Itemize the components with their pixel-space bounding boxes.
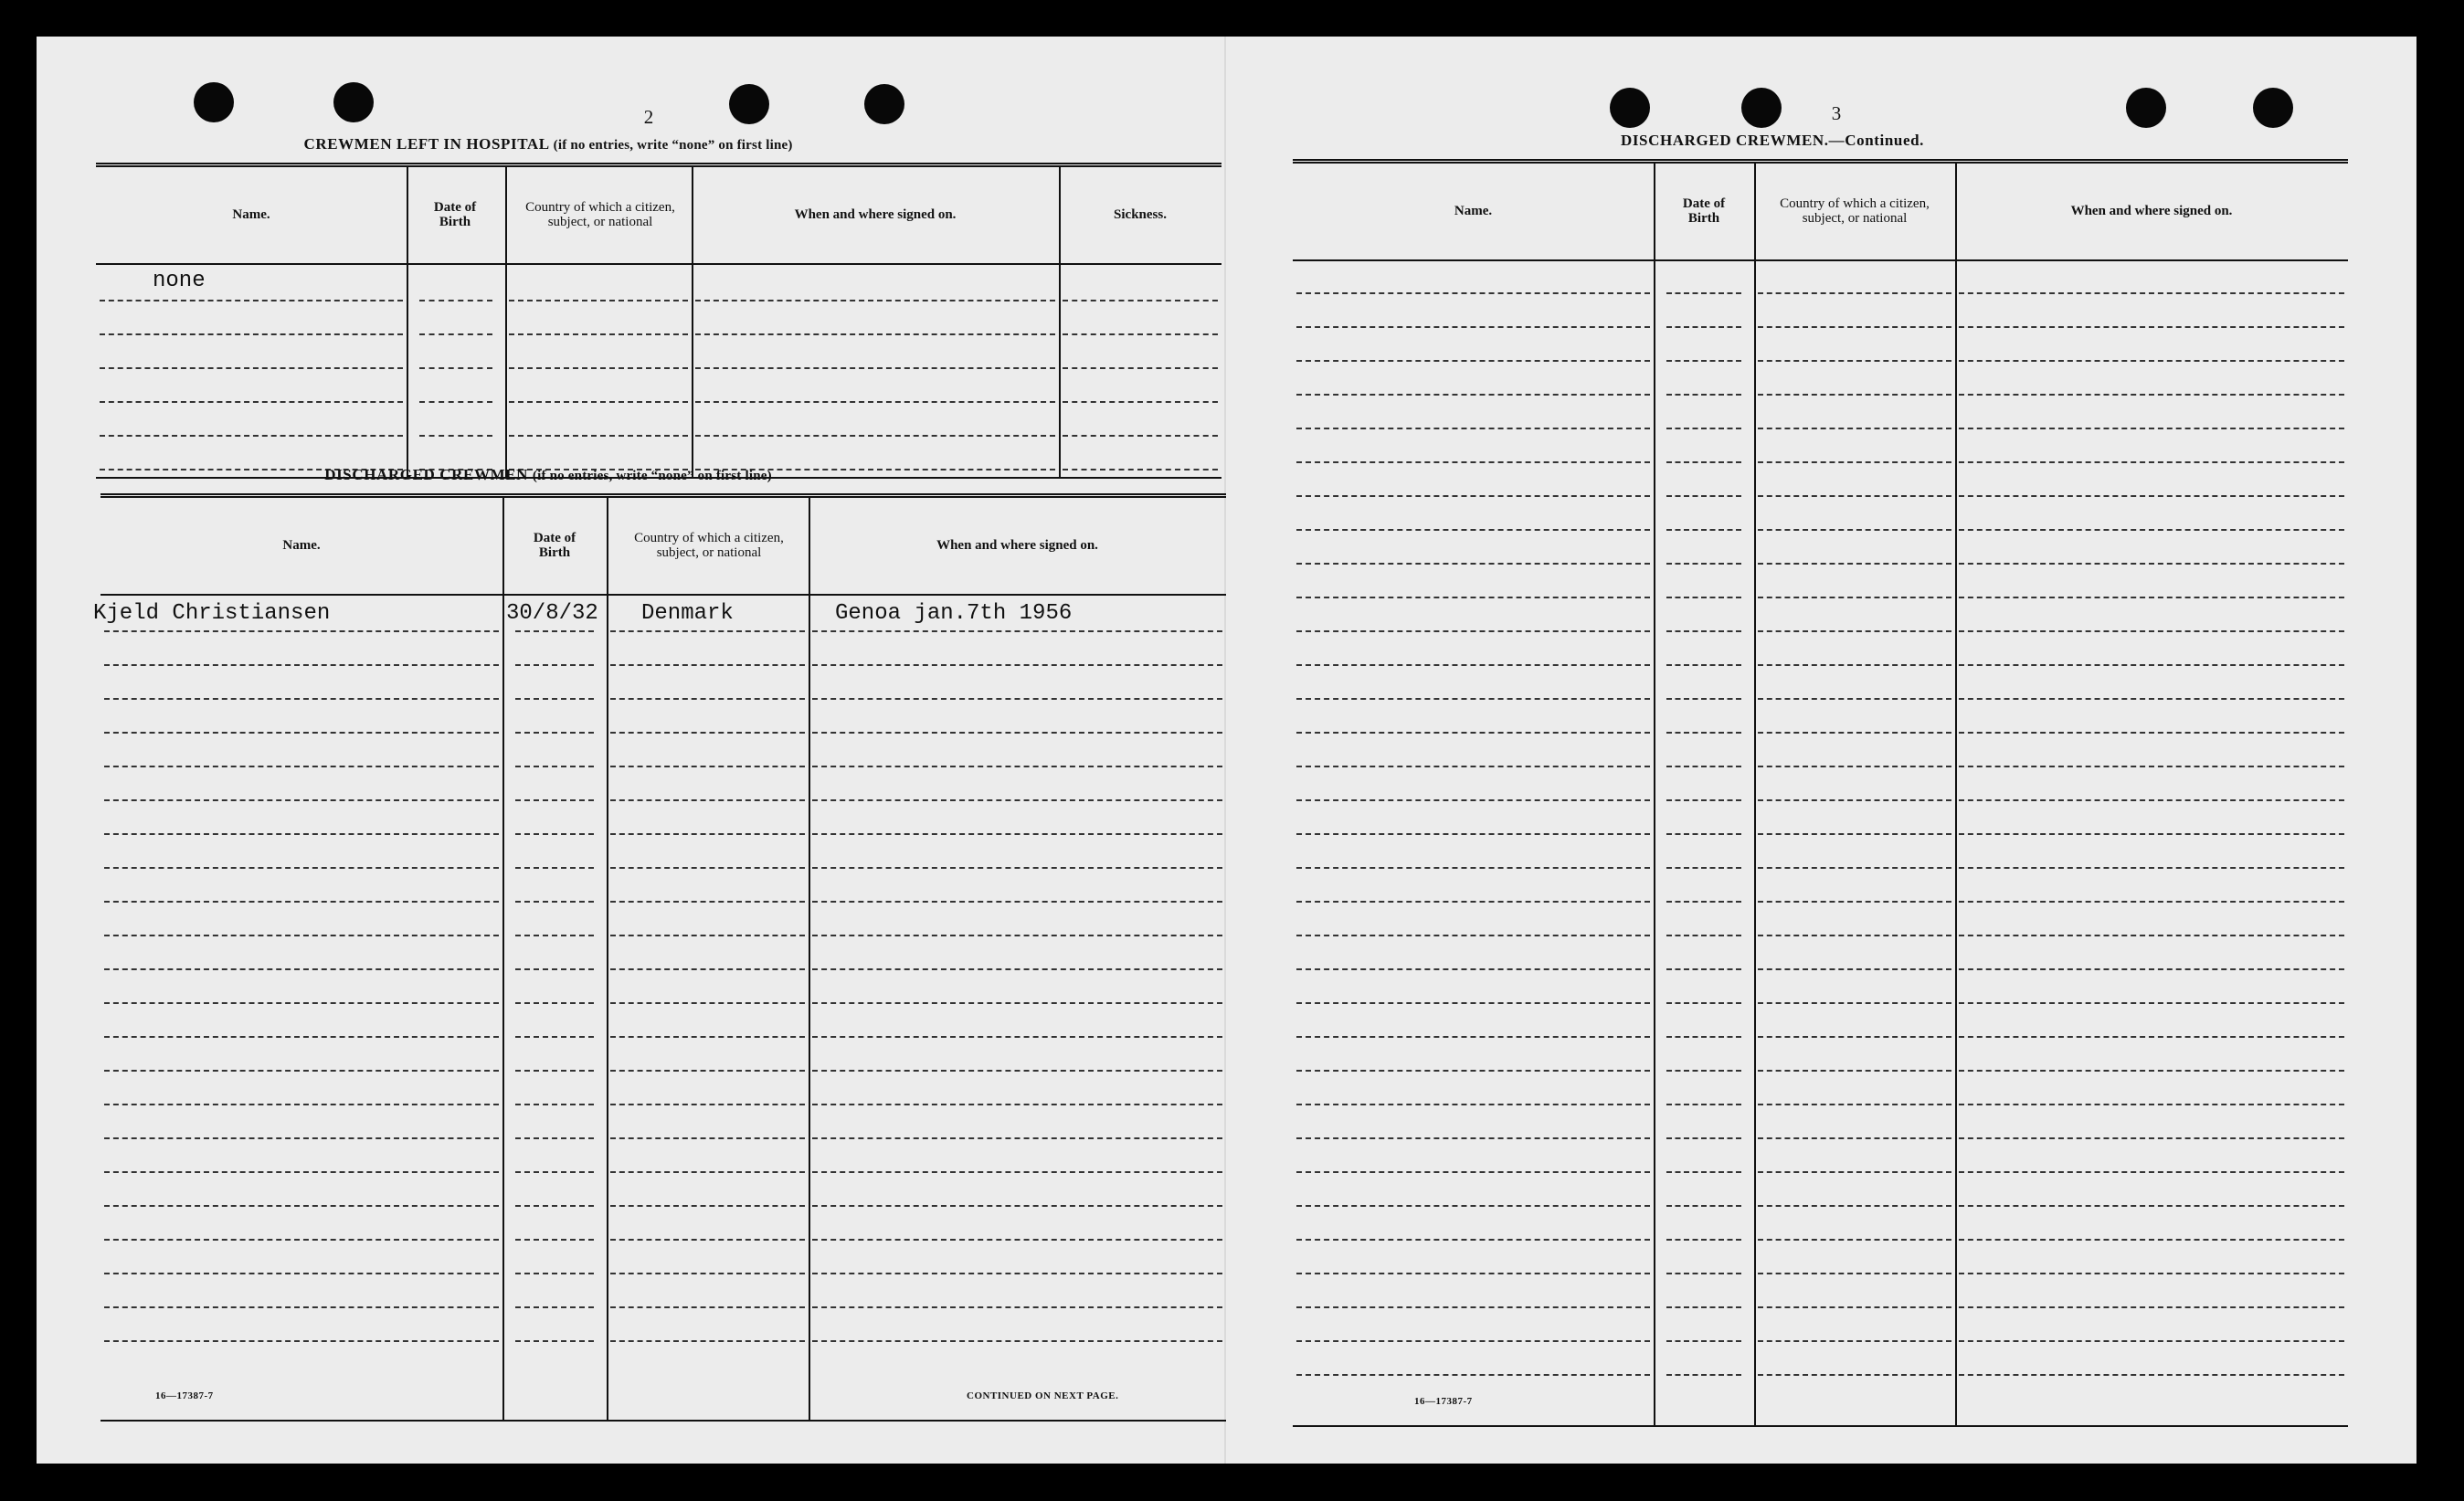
ruled-line <box>610 1306 805 1308</box>
ruled-line <box>1959 1273 2344 1274</box>
ruled-line <box>509 435 688 437</box>
ruled-line <box>515 1070 594 1072</box>
ruled-line <box>1959 428 2344 429</box>
ruled-line <box>515 732 594 734</box>
ruled-line <box>515 1306 594 1308</box>
ruled-line <box>515 1205 594 1207</box>
ruled-line <box>812 1205 1222 1207</box>
column-header-signed-on: When and where signed on. <box>2070 204 2233 219</box>
ruled-line <box>1959 867 2344 869</box>
ruled-line <box>1758 529 1951 531</box>
ruled-line <box>1959 292 2344 294</box>
left-page <box>37 37 1224 1464</box>
column-header-name: Name. <box>1454 204 1493 219</box>
ruled-line <box>1063 435 1218 437</box>
ruled-line <box>100 300 403 301</box>
ruled-line <box>1296 1239 1650 1241</box>
ruled-line <box>515 935 594 936</box>
ruled-line <box>610 1239 805 1241</box>
ruled-line <box>812 1070 1222 1072</box>
ruled-line <box>1296 1002 1650 1004</box>
ruled-line <box>1758 1374 1951 1376</box>
ruled-line <box>1758 935 1951 936</box>
ruled-line <box>695 333 1055 335</box>
ruled-line <box>1666 1104 1741 1105</box>
ruled-line <box>1296 968 1650 970</box>
ruled-line <box>1959 799 2344 801</box>
ruled-line <box>1959 664 2344 666</box>
column-header-country: Country of which a citizen, subject, or national <box>634 531 784 560</box>
ruled-line <box>610 968 805 970</box>
ruled-line <box>1758 833 1951 835</box>
ruled-line <box>812 630 1222 632</box>
ruled-line <box>1296 326 1650 328</box>
discharged-table <box>93 493 1226 1422</box>
ruled-line <box>1758 394 1951 396</box>
ruled-line <box>812 766 1222 767</box>
ruled-line <box>1296 495 1650 497</box>
ruled-line <box>1758 461 1951 463</box>
ruled-line <box>1666 901 1741 903</box>
ruled-line <box>104 1340 499 1342</box>
ruled-line <box>1296 1137 1650 1139</box>
ruled-line <box>1296 394 1650 396</box>
header-rule <box>100 493 1226 498</box>
ruled-line <box>1296 901 1650 903</box>
ruled-line <box>812 698 1222 700</box>
ruled-line <box>1959 461 2344 463</box>
ruled-line <box>1959 1374 2344 1376</box>
ruled-line <box>1296 630 1650 632</box>
ruled-line <box>1758 1002 1951 1004</box>
ruled-line <box>1296 664 1650 666</box>
ruled-line <box>1758 1036 1951 1038</box>
form-sheet <box>37 37 2416 1464</box>
ruled-line <box>104 1239 499 1241</box>
ruled-line <box>104 968 499 970</box>
column-divider <box>502 498 504 1422</box>
ruled-line <box>610 732 805 734</box>
ruled-line <box>1758 799 1951 801</box>
ruled-line <box>1666 1171 1741 1173</box>
ruled-line <box>1959 360 2344 362</box>
ruled-line <box>1296 1374 1650 1376</box>
ruled-line <box>1296 766 1650 767</box>
right-page <box>1224 37 2416 1464</box>
ruled-line <box>1959 1239 2344 1241</box>
ruled-line <box>509 300 688 301</box>
ruled-line <box>1666 394 1741 396</box>
ruled-line <box>1666 1374 1741 1376</box>
ruled-line <box>812 732 1222 734</box>
header-underline <box>100 594 1226 596</box>
ruled-line <box>695 300 1055 301</box>
ruled-line <box>1758 766 1951 767</box>
discharged-continued-table <box>1293 159 2348 1427</box>
ruled-line <box>1959 1171 2344 1173</box>
ruled-line <box>1666 1306 1741 1308</box>
ruled-line <box>104 1104 499 1105</box>
ruled-line <box>1666 360 1741 362</box>
ruled-line <box>1063 333 1218 335</box>
column-header-country: Country of which a citizen, subject, or national <box>525 200 675 229</box>
ruled-line <box>1063 401 1218 403</box>
column-divider <box>1955 164 1957 1427</box>
ruled-line <box>1666 732 1741 734</box>
ruled-line <box>1296 799 1650 801</box>
column-header-date-of-birth: Date of Birth <box>1682 196 1726 226</box>
ruled-line <box>104 630 499 632</box>
ruled-line <box>610 1036 805 1038</box>
ruled-line <box>1666 1137 1741 1139</box>
ruled-line <box>1758 867 1951 869</box>
column-header-date-of-birth: Date of Birth <box>533 531 576 560</box>
ruled-line <box>1959 1002 2344 1004</box>
hospital-title-text: CREWMEN LEFT IN HOSPITAL <box>303 135 549 153</box>
ruled-line <box>1296 1340 1650 1342</box>
ruled-line <box>1666 766 1741 767</box>
ruled-line <box>1758 630 1951 632</box>
ruled-line <box>610 664 805 666</box>
table-bottom-rule <box>100 1420 1226 1422</box>
ruled-line <box>1758 597 1951 598</box>
ruled-line <box>104 799 499 801</box>
ruled-line <box>419 435 492 437</box>
ruled-line <box>812 833 1222 835</box>
ruled-line <box>1296 1306 1650 1308</box>
ruled-line <box>104 1273 499 1274</box>
discharged-entry-date-of-birth: 30/8/32 <box>506 601 598 626</box>
ruled-line <box>1758 495 1951 497</box>
ruled-line <box>1063 367 1218 369</box>
ruled-line <box>610 1273 805 1274</box>
ruled-line <box>515 1137 594 1139</box>
continued-section-title: DISCHARGED CREWMEN.—Continued. <box>1620 132 1925 149</box>
ruled-line <box>1758 664 1951 666</box>
ruled-line <box>1758 1137 1951 1139</box>
ruled-line <box>1959 935 2344 936</box>
ruled-line <box>812 1306 1222 1308</box>
continued-note: CONTINUED ON NEXT PAGE. <box>967 1390 1119 1401</box>
hospital-table <box>96 163 1221 479</box>
ruled-line <box>1666 1340 1741 1342</box>
ruled-line <box>812 968 1222 970</box>
ruled-line <box>515 799 594 801</box>
ruled-line <box>1758 901 1951 903</box>
ruled-line <box>104 1002 499 1004</box>
ruled-line <box>1666 833 1741 835</box>
ruled-line <box>1959 563 2344 565</box>
ruled-line <box>1666 1070 1741 1072</box>
ruled-line <box>1666 799 1741 801</box>
ruled-line <box>515 833 594 835</box>
ruled-line <box>515 630 594 632</box>
ruled-line <box>104 833 499 835</box>
ruled-line <box>1666 867 1741 869</box>
ruled-line <box>1296 867 1650 869</box>
column-divider <box>1654 164 1655 1427</box>
ruled-line <box>1296 732 1650 734</box>
ruled-line <box>1758 1273 1951 1274</box>
ruled-line <box>515 1340 594 1342</box>
ruled-line <box>1959 495 2344 497</box>
ruled-line <box>610 1340 805 1342</box>
ruled-line <box>104 1137 499 1139</box>
discharged-entry-country: Denmark <box>641 601 734 626</box>
discharged-section-title <box>146 466 950 484</box>
ruled-line <box>104 1171 499 1173</box>
column-header-country: Country of which a citizen, subject, or national <box>1780 196 1930 226</box>
ruled-line <box>1758 732 1951 734</box>
column-divider <box>809 498 810 1422</box>
form-number: 16—17387-7 <box>1414 1396 1473 1407</box>
ruled-line <box>1296 597 1650 598</box>
ruled-line <box>515 1036 594 1038</box>
ruled-line <box>1959 394 2344 396</box>
ruled-line <box>509 333 688 335</box>
ruled-line <box>812 867 1222 869</box>
ruled-line <box>100 435 403 437</box>
ruled-line <box>104 1036 499 1038</box>
ruled-line <box>610 935 805 936</box>
discharged-title-text: DISCHARGED CREWMEN <box>324 466 529 483</box>
ruled-line <box>695 435 1055 437</box>
ruled-line <box>1666 1273 1741 1274</box>
hospital-section-title <box>146 135 950 153</box>
ruled-line <box>1758 698 1951 700</box>
ruled-line <box>610 1171 805 1173</box>
ruled-line <box>1666 495 1741 497</box>
column-divider <box>1754 164 1756 1427</box>
hospital-title-note: (if no entries, write “none” on first line) <box>553 138 793 153</box>
ruled-line <box>812 935 1222 936</box>
header-underline <box>96 263 1221 265</box>
ruled-line <box>1296 292 1650 294</box>
ruled-line <box>515 698 594 700</box>
ruled-line <box>104 1205 499 1207</box>
ruled-line <box>610 698 805 700</box>
ruled-line <box>1296 360 1650 362</box>
ruled-line <box>1959 766 2344 767</box>
ruled-line <box>515 1104 594 1105</box>
ruled-line <box>1666 1002 1741 1004</box>
ruled-line <box>100 333 403 335</box>
ruled-line <box>1959 1340 2344 1342</box>
ruled-line <box>104 935 499 936</box>
column-divider <box>607 498 608 1422</box>
ruled-line <box>1959 732 2344 734</box>
ruled-line <box>610 901 805 903</box>
ruled-line <box>1758 1070 1951 1072</box>
ruled-line <box>515 664 594 666</box>
ruled-line <box>419 367 492 369</box>
ruled-line <box>1959 1070 2344 1072</box>
ruled-line <box>1959 1306 2344 1308</box>
ruled-line <box>1666 292 1741 294</box>
column-header-name: Name. <box>282 538 321 554</box>
ruled-line <box>1758 360 1951 362</box>
ruled-line <box>1063 300 1218 301</box>
ruled-line <box>104 1070 499 1072</box>
ruled-line <box>1758 968 1951 970</box>
ruled-line <box>812 1137 1222 1139</box>
column-header-name: Name. <box>232 207 270 223</box>
ruled-line <box>812 1171 1222 1173</box>
ruled-line <box>104 664 499 666</box>
table-bottom-rule <box>1293 1425 2348 1427</box>
ruled-line <box>1296 1070 1650 1072</box>
ruled-line <box>1758 292 1951 294</box>
column-divider <box>505 167 507 479</box>
ruled-line <box>1959 597 2344 598</box>
ruled-line <box>1296 1036 1650 1038</box>
column-header-date-of-birth: Date of Birth <box>433 200 477 229</box>
ruled-line <box>1758 1239 1951 1241</box>
ruled-line <box>1959 1205 2344 1207</box>
ruled-line <box>1758 1205 1951 1207</box>
form-number: 16—17387-7 <box>155 1390 214 1401</box>
ruled-line <box>1666 698 1741 700</box>
ruled-line <box>104 732 499 734</box>
ruled-line <box>1666 597 1741 598</box>
ruled-line <box>695 401 1055 403</box>
column-header-sickness: Sickness. <box>1114 207 1167 223</box>
ruled-line <box>812 1340 1222 1342</box>
ruled-line <box>1296 1205 1650 1207</box>
ruled-line <box>1666 1239 1741 1241</box>
ruled-line <box>104 901 499 903</box>
ruled-line <box>515 1002 594 1004</box>
ruled-line <box>509 367 688 369</box>
ruled-line <box>100 401 403 403</box>
ruled-line <box>1758 1104 1951 1105</box>
ruled-line <box>812 1239 1222 1241</box>
page-number: 2 <box>643 106 654 128</box>
ruled-line <box>1959 630 2344 632</box>
header-rule <box>96 163 1221 167</box>
ruled-line <box>695 367 1055 369</box>
ruled-line <box>1758 563 1951 565</box>
ruled-line <box>104 698 499 700</box>
ruled-line <box>1666 428 1741 429</box>
ruled-line <box>610 630 805 632</box>
ruled-line <box>1296 698 1650 700</box>
ruled-line <box>1296 428 1650 429</box>
ruled-line <box>610 1205 805 1207</box>
ruled-line <box>1959 529 2344 531</box>
column-divider <box>407 167 408 479</box>
discharged-entry-name: Kjeld Christiansen <box>93 601 331 626</box>
ruled-line <box>1666 326 1741 328</box>
ruled-line <box>1296 1171 1650 1173</box>
ruled-line <box>1959 901 2344 903</box>
ruled-line <box>610 1002 805 1004</box>
ruled-line <box>515 968 594 970</box>
header-rule <box>1293 159 2348 164</box>
ruled-line <box>419 401 492 403</box>
ruled-line <box>1758 1171 1951 1173</box>
ruled-line <box>1666 630 1741 632</box>
ruled-line <box>1959 833 2344 835</box>
ruled-line <box>1063 469 1218 470</box>
ruled-line <box>812 799 1222 801</box>
ruled-line <box>1666 1205 1741 1207</box>
ruled-line <box>515 1171 594 1173</box>
hospital-entry-name: none <box>153 269 206 293</box>
ruled-line <box>515 1239 594 1241</box>
ruled-line <box>1666 968 1741 970</box>
ruled-line <box>1666 1036 1741 1038</box>
ruled-line <box>515 901 594 903</box>
ruled-line <box>812 1273 1222 1274</box>
column-header-signed-on: When and where signed on. <box>794 207 957 223</box>
ruled-line <box>1666 563 1741 565</box>
ruled-line <box>610 799 805 801</box>
ruled-line <box>515 1273 594 1274</box>
ruled-line <box>1959 1036 2344 1038</box>
ruled-line <box>515 867 594 869</box>
ruled-line <box>1758 428 1951 429</box>
ruled-line <box>812 901 1222 903</box>
page-number: 3 <box>1831 102 1842 124</box>
ruled-line <box>104 1306 499 1308</box>
ruled-line <box>1758 1306 1951 1308</box>
ruled-line <box>610 766 805 767</box>
header-underline <box>1293 259 2348 261</box>
ruled-line <box>1959 326 2344 328</box>
ruled-line <box>1296 1104 1650 1105</box>
ruled-line <box>1296 935 1650 936</box>
ruled-line <box>610 833 805 835</box>
ruled-line <box>610 867 805 869</box>
discharged-entry-signed-on: Genoa jan.7th 1956 <box>835 601 1073 626</box>
ruled-line <box>515 766 594 767</box>
ruled-line <box>812 1104 1222 1105</box>
ruled-line <box>812 1036 1222 1038</box>
ruled-line <box>1758 1340 1951 1342</box>
ruled-line <box>1959 1104 2344 1105</box>
ruled-line <box>1296 563 1650 565</box>
ruled-line <box>100 367 403 369</box>
ruled-line <box>610 1070 805 1072</box>
ruled-line <box>1959 968 2344 970</box>
ruled-line <box>1666 461 1741 463</box>
ruled-line <box>1666 664 1741 666</box>
ruled-line <box>1296 461 1650 463</box>
ruled-line <box>1666 529 1741 531</box>
ruled-line <box>1296 529 1650 531</box>
ruled-line <box>1666 935 1741 936</box>
ruled-line <box>104 766 499 767</box>
ruled-line <box>1296 1273 1650 1274</box>
ruled-line <box>610 1104 805 1105</box>
ruled-line <box>1296 833 1650 835</box>
ruled-line <box>1959 1137 2344 1139</box>
ruled-line <box>1758 326 1951 328</box>
ruled-line <box>812 664 1222 666</box>
ruled-line <box>509 401 688 403</box>
discharged-title-note: (if no entries, write “none” on first line) <box>532 469 772 483</box>
ruled-line <box>104 867 499 869</box>
ruled-line <box>419 300 492 301</box>
ruled-line <box>812 1002 1222 1004</box>
column-header-signed-on: When and where signed on. <box>936 538 1098 554</box>
ruled-line <box>419 333 492 335</box>
ruled-line <box>1959 698 2344 700</box>
ruled-line <box>610 1137 805 1139</box>
